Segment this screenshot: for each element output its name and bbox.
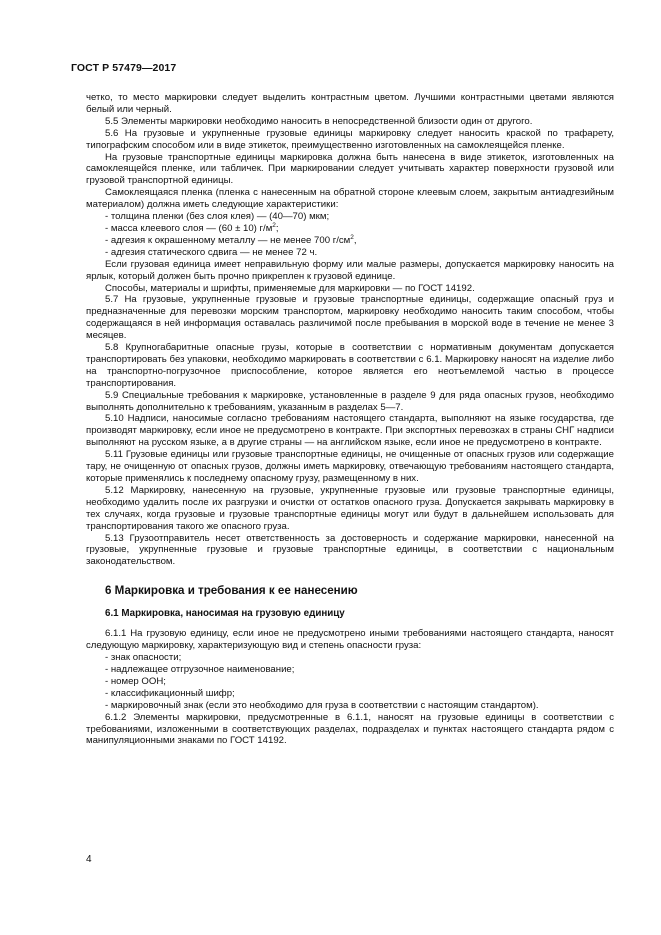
list-item-end: ; [275,222,279,234]
superscript: 2 [272,221,276,229]
superscript: 2 [350,233,354,241]
list-item [86,235,614,247]
paragraph: 6.1.2 Элементы маркировки, предусмотренные в 6.1.1, наносят на грузовые единицы в соответствии с требованиями, изложенными в соответствующих разделах, подразделах и пунктах настоящего стандарта рядом с манипуляционными знаками по ГОСТ 14192. [86,711,614,747]
paragraph: 5.5 Элементы маркировки необходимо наносить в непосредственной близости один от другого. [105,115,533,127]
paragraph: 5.7 На грузовые, укрупненные грузовые и грузовые транспортные единицы, содержащие опасный груз и предназначенные для перевозки морским транспортом, маркировку необходимо наносить таким способом, чтобы содержащаяся в ней информация оставалась различимой после пребывания в морской воде в течение не менее 3 месяцев. [86,294,614,342]
paragraph: 5.13 Грузоотправитель несет ответственность за достоверность и содержание маркировки, нанесенной на грузовые, укрупненные грузовые и грузовые транспортные единицы, в соответствии с национальным законодательством. [86,532,614,568]
list-item: - толщина пленки (без слоя клея) — (40—70) мкм; [105,211,330,223]
list-item: - номер ООН; [105,675,166,687]
list-item: - знак опасности; [105,652,182,664]
paragraph: Если грузовая единица имеет неправильную форму или малые размеры, допускается маркировку наносить на ярлык, который должен быть прочно прикреплен к грузовой единице. [86,258,614,282]
document-body [86,92,614,747]
list-item: - надлежащее отгрузочное наименование; [105,663,295,675]
subsection-heading: 6.1 Маркировка, наносимая на грузовую единицу [105,608,345,620]
paragraph: 6.1.1 На грузовую единицу, если иное не предусмотрено иными требованиями настоящего стандарта, наносят следующую маркировку, характеризующую вид и степень опасности груза: [86,628,614,652]
paragraph: 5.12 Маркировку, нанесенную на грузовые, укрупненные грузовые или грузовые транспортные единицы, необходимо удалить после их разгрузки и очистки от остатков опасного груза. Допускается закрывать маркировку в тех случаях, когда грузовые и грузовые транспортные единицы могут или будут в дальнейшем использовать для транспортирования такого же опасного груза. [86,484,614,532]
list-item-text: - адгезия к окрашенному металлу — не менее 700 г/см [105,234,351,246]
list-item: - классификационный шифр; [105,687,235,699]
paragraph: 5.9 Специальные требования к маркировке, установленные в разделе 9 для ряда опасных грузов, необходимо выполнять дополнительно к требованиям, указанным в разделах 5—7. [86,389,614,413]
page-number: 4 [86,854,92,865]
paragraph: На грузовые транспортные единицы маркировка должна быть нанесена в виде этикеток, изготовленных на самоклеящейся пленке, или табличек. При маркировании следует учитывать характер поверхности грузовой или грузовой транспортной единицы. [86,151,614,187]
paragraph: 5.10 Надписи, наносимые согласно требованиям настоящего стандарта, выполняют на языке государства, где производят маркировку, если иное не предусмотрено в контракте. При экспортных перевозках в страны СНГ надписи выполняют на русском языке, а в другие страны — на английском языке, если иное не предусмотрено в контракте. [86,413,614,449]
list-item-text: - масса клеевого слоя — (60 ± 10) г/м [105,222,273,234]
document-header: ГОСТ Р 57479—2017 [71,62,177,74]
list-item-end: , [353,234,357,246]
paragraph: Самоклеящаяся пленка (пленка с нанесенным на обратной стороне клеевым слоем, закрытым антиадгезийным материалом) должна иметь следующие характеристики: [86,187,614,211]
paragraph: 5.11 Грузовые единицы или грузовые транспортные единицы, не очищенные от опасных грузов или содержащие тару, не очищенную от опасных грузов, должны иметь маркировку, отвечающую требованиям настоящего стандарта, которые применялись к последнему опасному грузу, размещенному в них. [86,449,614,484]
list-item: - маркировочный знак (если это необходимо для груза в соответствии с настоящим стандартом). [105,699,539,711]
paragraph: 5.6 На грузовые и укрупненные грузовые единицы маркировку следует наносить краской по трафарету, типографским способом или в виде этикеток, преимущественно изготовленных на самоклеящейся пленке. [86,127,614,151]
section-heading: 6 Маркировка и требования к ее нанесению [105,584,358,598]
paragraph: четко, то место маркировки следует выделить контрастным цветом. Лучшими контрастными цветами являются белый или черный. [86,92,614,115]
paragraph: Способы, материалы и шрифты, применяемые для маркировки — по ГОСТ 14192. [105,282,475,294]
paragraph: 5.8 Крупногабаритные опасные грузы, которые в соответствии с нормативным документам допускается транспортировать без упаковки, необходимо маркировать в соответствии с 6.1. Маркировку наносят на изделие либо на транспортно-погрузочное приспособление, которое является его неотъемлемой частью в процессе транспортирования. [86,342,614,389]
list-item: - адгезия статического сдвига — не менее 72 ч. [105,246,318,258]
